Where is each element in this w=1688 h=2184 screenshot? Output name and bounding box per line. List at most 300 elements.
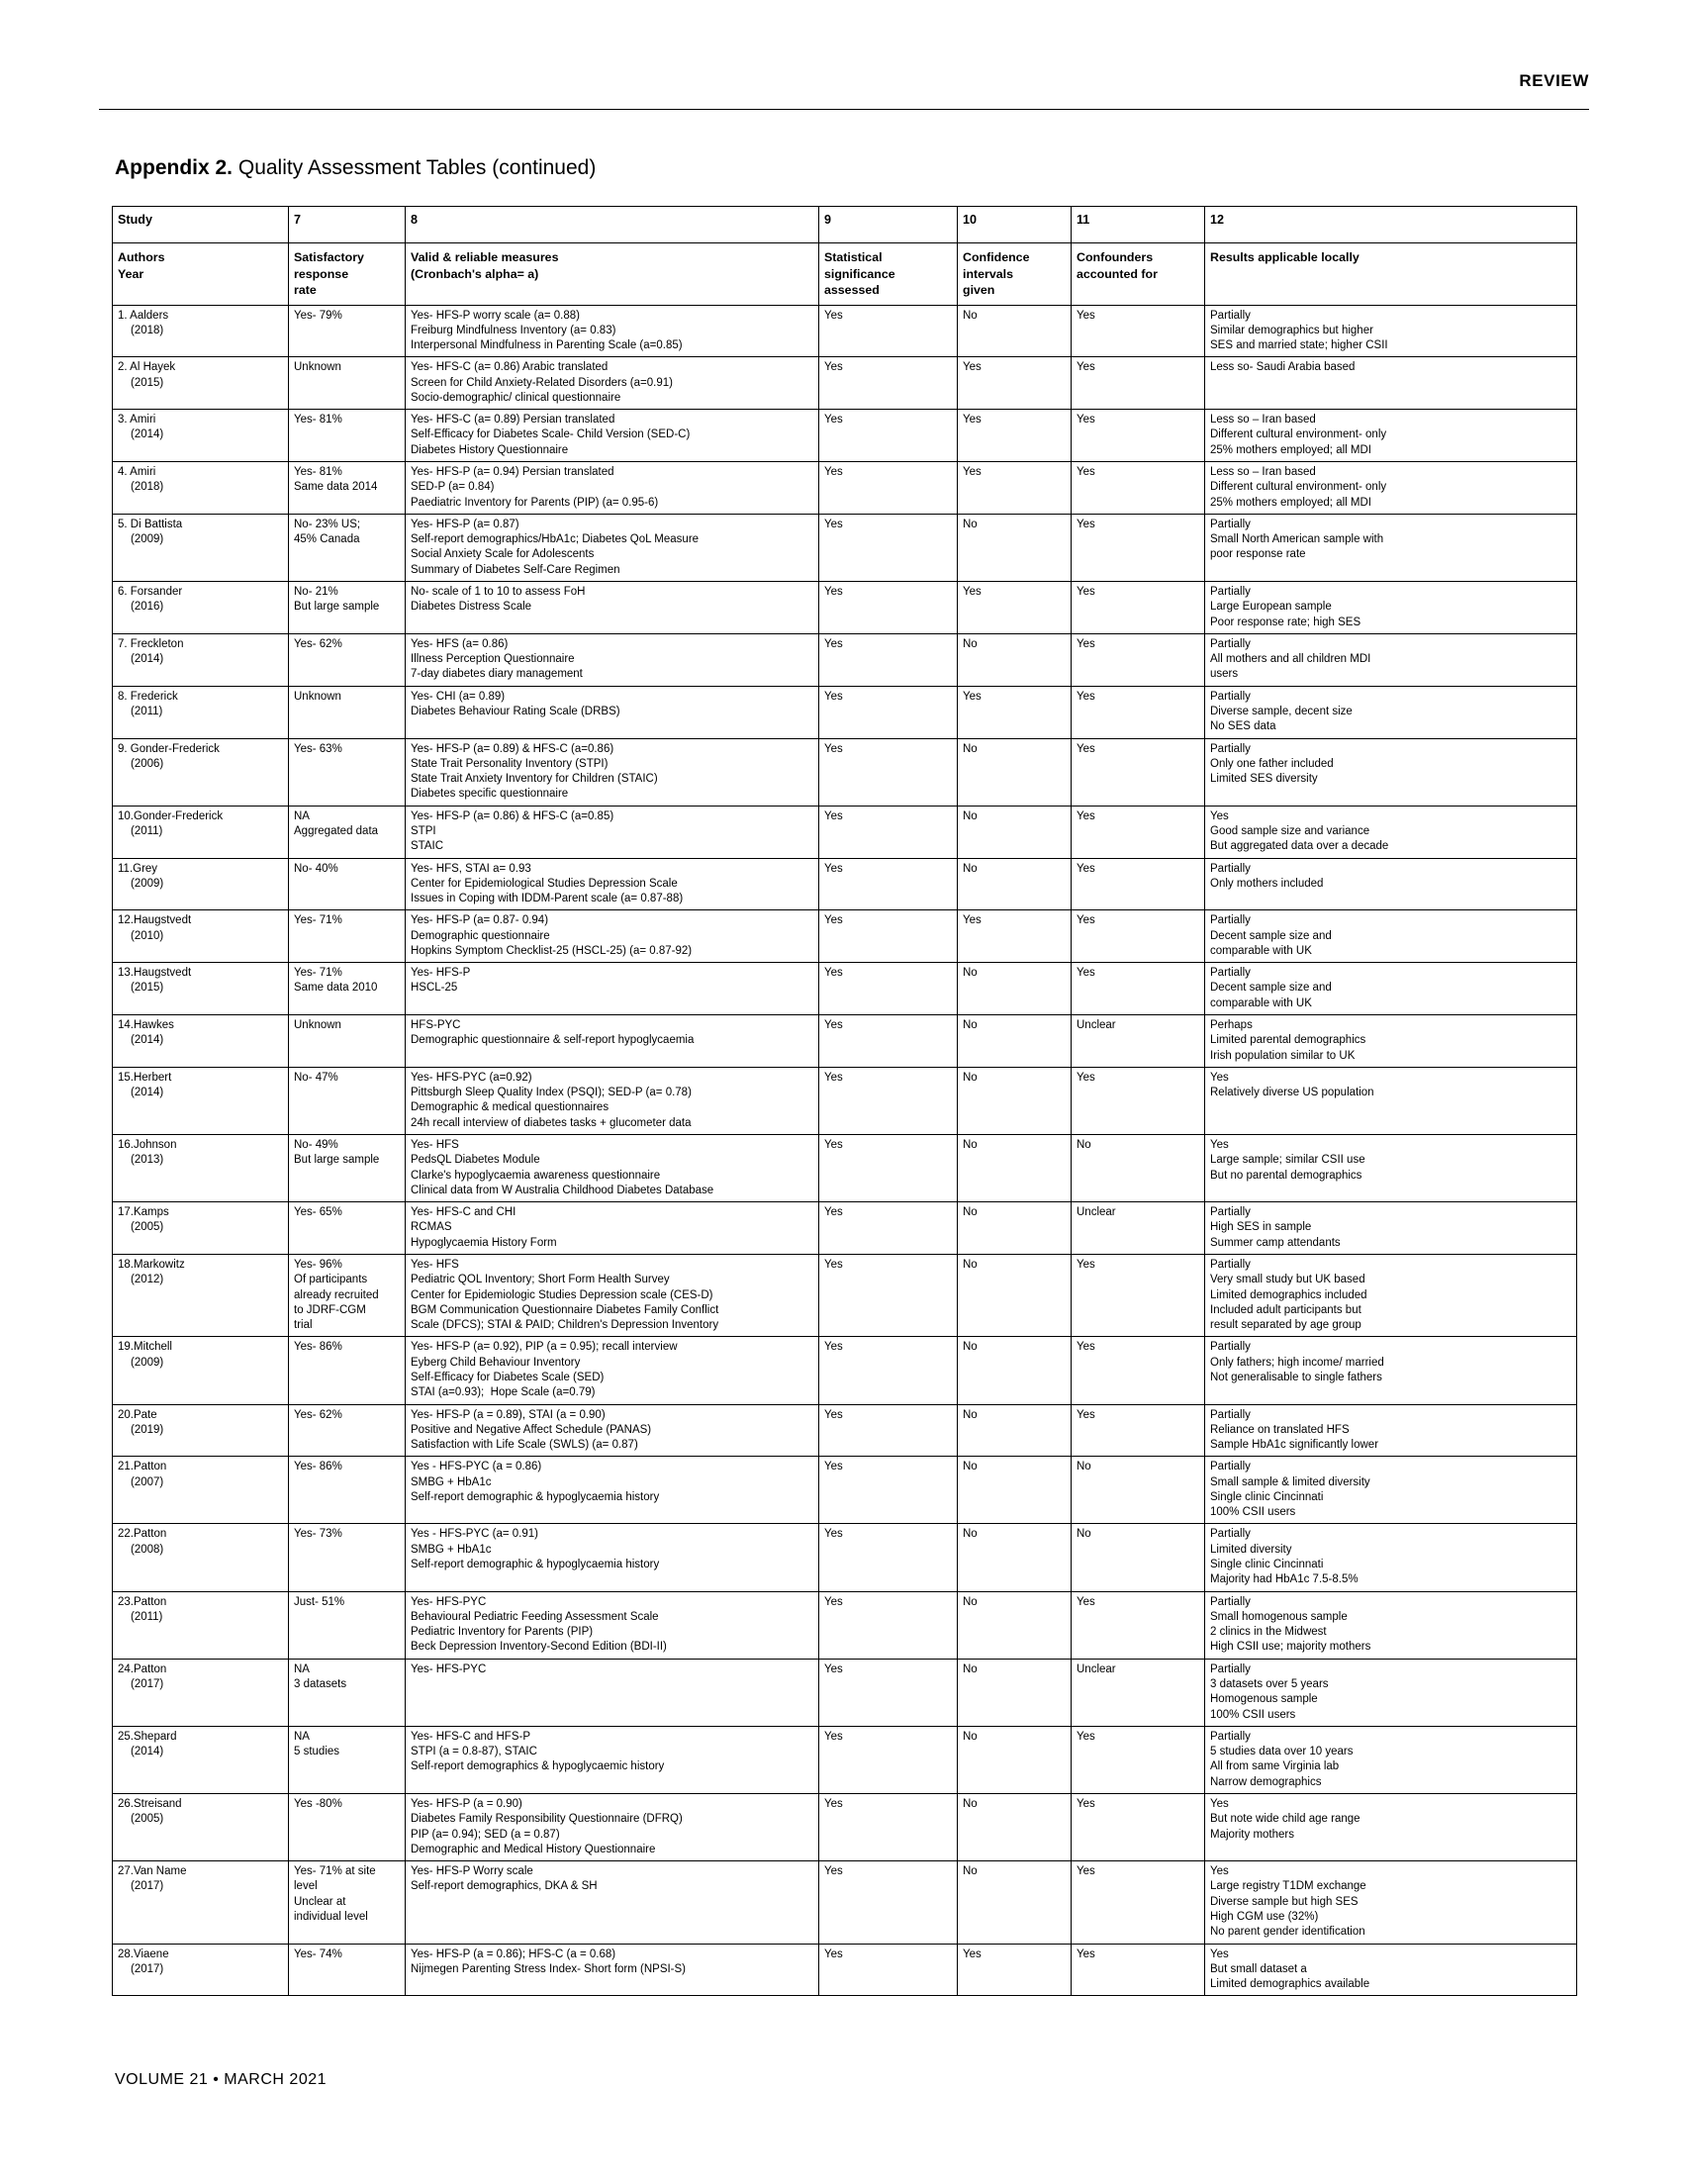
cell-study xyxy=(113,1726,289,1793)
cell-measures xyxy=(406,1015,819,1068)
cell-confidence-intervals xyxy=(958,1591,1072,1659)
cell-line: Yes- 71% xyxy=(294,967,342,980)
cell-line: Homogenous sample xyxy=(1210,1693,1318,1706)
cell-line: Yes- 71% xyxy=(294,914,342,927)
cell-line: Yes xyxy=(1077,1730,1095,1743)
cell-line: Hypoglycaemia History Form xyxy=(411,1236,557,1249)
cell-line: Yes- HFS-P worry scale (a= 0.88) xyxy=(411,309,580,322)
cell-measures xyxy=(406,1202,819,1255)
cell-response xyxy=(289,1015,406,1068)
study-year: (2009) xyxy=(131,533,164,546)
cell-line: Yes xyxy=(1210,1071,1229,1084)
cell-line: Yes xyxy=(824,1071,843,1084)
cell-response xyxy=(289,410,406,462)
cell-line: Unclear xyxy=(1077,1206,1116,1219)
cell-line: PedsQL Diabetes Module xyxy=(411,1154,540,1167)
cell-study xyxy=(113,910,289,963)
cell-statistical-significance xyxy=(819,1524,958,1591)
cell-line: Yes xyxy=(1077,518,1095,530)
cell-line: Large registry T1DM exchange xyxy=(1210,1880,1366,1893)
cell-confidence-intervals xyxy=(958,738,1072,806)
cell-line: Yes- 63% xyxy=(294,742,342,755)
cell-line: No- scale of 1 to 10 to assess FoH xyxy=(411,586,586,598)
cell-line: Yes xyxy=(824,414,843,427)
cell-line: But note wide child age range xyxy=(1210,1813,1360,1826)
study-year: (2006) xyxy=(131,757,164,770)
cell-line: No parent gender identification xyxy=(1210,1926,1365,1939)
cell-line: to JDRF-CGM xyxy=(294,1303,366,1316)
cell-measures xyxy=(406,305,819,357)
cell-line: Yes- HFS-P (a= 0.92), PIP (a = 0.95); recall interview xyxy=(411,1341,678,1354)
cell-confounders xyxy=(1072,1015,1205,1068)
cell-confounders xyxy=(1072,357,1205,410)
study-year: (2018) xyxy=(131,324,164,336)
cell-confidence-intervals xyxy=(958,357,1072,410)
cell-line: Yes xyxy=(824,1206,843,1219)
cell-statistical-significance xyxy=(819,1404,958,1457)
cell-line: rate xyxy=(294,283,317,297)
table-row xyxy=(113,410,1577,462)
cell-line: Partially xyxy=(1210,690,1251,703)
table-row xyxy=(113,1337,1577,1404)
cell-line: Single clinic Cincinnati xyxy=(1210,1559,1324,1571)
study-year: (2011) xyxy=(131,1610,163,1623)
cell-line: SMBG + HbA1c xyxy=(411,1475,492,1488)
cell-line: intervals xyxy=(963,266,1013,281)
header-label-col11 xyxy=(1072,243,1205,306)
cell-measures xyxy=(406,1457,819,1524)
study-year: (2005) xyxy=(131,1221,164,1234)
cell-line: HSCL-25 xyxy=(411,982,458,995)
cell-line: BGM Communication Questionnaire Diabetes Family Conflict xyxy=(411,1303,719,1316)
cell-study xyxy=(113,858,289,910)
cell-line: SES and married state; higher CSII xyxy=(1210,339,1388,352)
cell-line: Summary of Diabetes Self-Care Regimen xyxy=(411,563,620,576)
cell-line: Just- 51% xyxy=(294,1595,345,1608)
cell-line: Yes xyxy=(824,1139,843,1151)
cell-line: Yes -80% xyxy=(294,1797,342,1810)
cell-line: Yes xyxy=(824,1408,843,1421)
cell-line: No xyxy=(963,967,978,980)
cell-line: Pediatric Inventory for Parents (PIP) xyxy=(411,1626,594,1639)
cell-line: Yes xyxy=(1077,1258,1095,1271)
cell-line: Partially xyxy=(1210,586,1251,598)
cell-results-applicable xyxy=(1205,514,1577,581)
cell-line: Yes xyxy=(1077,742,1095,755)
cell-confounders xyxy=(1072,1202,1205,1255)
cell-line: Limited demographics available xyxy=(1210,1978,1370,1991)
cell-line: Same data 2014 xyxy=(294,481,378,494)
cell-results-applicable xyxy=(1205,1659,1577,1726)
cell-line: Center for Epidemiological Studies Depression Scale xyxy=(411,877,678,890)
cell-line: Yes xyxy=(1077,1341,1095,1354)
cell-line: Yes- HFS-PYC xyxy=(411,1595,487,1608)
cell-results-applicable xyxy=(1205,410,1577,462)
cell-line: Yes- 86% xyxy=(294,1461,342,1473)
cell-statistical-significance xyxy=(819,1944,958,1996)
table-row xyxy=(113,738,1577,806)
cell-line: Partially xyxy=(1210,742,1251,755)
table-row xyxy=(113,1015,1577,1068)
cell-response xyxy=(289,686,406,738)
cell-line: Yes- HFS-P (a = 0.89), STAI (a = 0.90) xyxy=(411,1408,606,1421)
cell-statistical-significance xyxy=(819,1457,958,1524)
cell-line: Diabetes Distress Scale xyxy=(411,601,532,614)
study-year: (2014) xyxy=(131,428,164,441)
study-author: 19.Mitchell xyxy=(118,1341,172,1354)
cell-line: Diabetes specific questionnaire xyxy=(411,788,569,801)
cell-line: Yes- HFS-P (a= 0.94) Persian translated xyxy=(411,466,614,479)
cell-line: SED-P (a= 0.84) xyxy=(411,481,495,494)
cell-results-applicable xyxy=(1205,1337,1577,1404)
header-rule xyxy=(99,109,1589,110)
cell-study xyxy=(113,1457,289,1524)
cell-confidence-intervals xyxy=(958,1457,1072,1524)
cell-line: Scale (DFCS); STAI & PAID; Children's Depression Inventory xyxy=(411,1319,719,1332)
cell-line: No xyxy=(963,1139,978,1151)
cell-study xyxy=(113,1404,289,1457)
cell-statistical-significance xyxy=(819,633,958,686)
cell-results-applicable xyxy=(1205,1861,1577,1944)
cell-study xyxy=(113,1659,289,1726)
cell-response xyxy=(289,1202,406,1255)
cell-line: Partially xyxy=(1210,309,1251,322)
cell-confidence-intervals xyxy=(958,1135,1072,1202)
header-label-col8 xyxy=(406,243,819,306)
cell-study xyxy=(113,1015,289,1068)
cell-line: Screen for Child Anxiety-Related Disorders (a=0.91) xyxy=(411,376,673,389)
cell-line: Yes xyxy=(1210,1797,1229,1810)
header-label-col9 xyxy=(819,243,958,306)
cell-line: No xyxy=(1077,1528,1091,1541)
cell-measures xyxy=(406,1254,819,1336)
cell-line: RCMAS xyxy=(411,1221,452,1234)
cell-line: Yes- HFS-P Worry scale xyxy=(411,1865,533,1878)
cell-line: already recruited xyxy=(294,1288,379,1301)
cell-line: No xyxy=(963,1258,978,1271)
cell-line: Yes xyxy=(824,1662,843,1675)
table-row xyxy=(113,910,1577,963)
cell-line: result separated by age group xyxy=(1210,1319,1361,1332)
cell-measures xyxy=(406,1591,819,1659)
study-author: 24.Patton xyxy=(118,1662,167,1675)
cell-line: Yes xyxy=(1210,1139,1229,1151)
cell-line: All from same Virginia lab xyxy=(1210,1760,1340,1773)
cell-line: Yes xyxy=(1077,862,1095,875)
cell-response xyxy=(289,1524,406,1591)
cell-line: Authors xyxy=(118,250,165,264)
cell-confounders xyxy=(1072,806,1205,858)
cell-confounders xyxy=(1072,1404,1205,1457)
header-number-col11: 11 xyxy=(1072,207,1205,243)
cell-study xyxy=(113,1067,289,1134)
cell-line: But no parental demographics xyxy=(1210,1169,1362,1182)
cell-study xyxy=(113,514,289,581)
cell-confidence-intervals xyxy=(958,1861,1072,1944)
cell-line: response xyxy=(294,266,349,281)
cell-line: 5 studies xyxy=(294,1746,340,1758)
cell-line: Yes xyxy=(824,1865,843,1878)
cell-measures xyxy=(406,357,819,410)
cell-line: No xyxy=(963,309,978,322)
cell-measures xyxy=(406,858,819,910)
cell-line: Yes xyxy=(1077,809,1095,822)
cell-statistical-significance xyxy=(819,1254,958,1336)
cell-results-applicable xyxy=(1205,357,1577,410)
cell-results-applicable xyxy=(1205,686,1577,738)
cell-line: level xyxy=(294,1880,318,1893)
cell-line: Unknown xyxy=(294,1019,341,1032)
cell-measures xyxy=(406,686,819,738)
table-row xyxy=(113,1524,1577,1591)
study-year: (2019) xyxy=(131,1423,164,1436)
cell-line: Clinical data from W Australia Childhood Diabetes Database xyxy=(411,1184,714,1196)
study-author: 26.Streisand xyxy=(118,1797,182,1810)
study-author: 28.Viaene xyxy=(118,1947,169,1960)
cell-results-applicable xyxy=(1205,1202,1577,1255)
study-year: (2016) xyxy=(131,601,164,614)
cell-study xyxy=(113,738,289,806)
cell-line: Yes xyxy=(1077,1408,1095,1421)
cell-response xyxy=(289,910,406,963)
cell-line: Small sample & limited diversity xyxy=(1210,1475,1370,1488)
cell-line: Only fathers; high income/ married xyxy=(1210,1356,1384,1369)
cell-confounders xyxy=(1072,1067,1205,1134)
study-author: 4. Amiri xyxy=(118,466,156,479)
cell-study xyxy=(113,1861,289,1944)
cell-line: Yes- CHI (a= 0.89) xyxy=(411,690,506,703)
study-year: (2017) xyxy=(131,1880,164,1893)
study-author: 11.Grey xyxy=(118,862,158,875)
cell-line: (Cronbach's alpha= a) xyxy=(411,266,539,281)
cell-line: Yes xyxy=(1077,414,1095,427)
cell-line: Yes xyxy=(824,466,843,479)
cell-results-applicable xyxy=(1205,462,1577,515)
table-row xyxy=(113,1726,1577,1793)
cell-line: Yes xyxy=(824,914,843,927)
cell-response xyxy=(289,1404,406,1457)
cell-line: Socio-demographic/ clinical questionnaire xyxy=(411,391,621,404)
cell-line: Reliance on translated HFS xyxy=(1210,1423,1350,1436)
table-row xyxy=(113,1944,1577,1996)
cell-statistical-significance xyxy=(819,410,958,462)
cell-line: assessed xyxy=(824,283,880,297)
header-number-col9: 9 xyxy=(819,207,958,243)
cell-line: Single clinic Cincinnati xyxy=(1210,1490,1324,1503)
cell-line: Confidence xyxy=(963,250,1030,264)
cell-line: Limited diversity xyxy=(1210,1543,1292,1556)
cell-line: 25% mothers employed; all MDI xyxy=(1210,496,1371,509)
cell-line: Yes- 74% xyxy=(294,1947,342,1960)
cell-measures xyxy=(406,1944,819,1996)
cell-line: No xyxy=(963,1341,978,1354)
cell-line: Yes- 96% xyxy=(294,1258,342,1271)
quality-assessment-table xyxy=(112,206,1577,1996)
cell-confounders xyxy=(1072,963,1205,1015)
cell-response xyxy=(289,1793,406,1860)
table-row xyxy=(113,963,1577,1015)
cell-line: Yes xyxy=(963,690,982,703)
cell-line: Year xyxy=(118,266,144,281)
cell-confidence-intervals xyxy=(958,633,1072,686)
cell-line: Unknown xyxy=(294,361,341,374)
cell-line: Yes- HFS-C and HFS-P xyxy=(411,1730,530,1743)
cell-line: Statistical xyxy=(824,250,883,264)
study-author: 10.Gonder-Frederick xyxy=(118,809,224,822)
cell-response xyxy=(289,1457,406,1524)
cell-line: Only one father included xyxy=(1210,757,1334,770)
cell-line: Yes xyxy=(824,1528,843,1541)
cell-results-applicable xyxy=(1205,910,1577,963)
cell-confounders xyxy=(1072,582,1205,634)
cell-statistical-significance xyxy=(819,357,958,410)
cell-line: Aggregated data xyxy=(294,824,379,837)
cell-measures xyxy=(406,963,819,1015)
cell-line: High CSII use; majority mothers xyxy=(1210,1641,1371,1654)
cell-line: Demographic and Medical History Questionnaire xyxy=(411,1843,656,1855)
cell-line: Yes xyxy=(963,361,982,374)
study-year: (2014) xyxy=(131,653,164,666)
cell-line: No xyxy=(963,1865,978,1878)
cell-line: No- 23% US; xyxy=(294,518,361,530)
cell-line: Diverse sample, decent size xyxy=(1210,705,1353,717)
cell-confidence-intervals xyxy=(958,910,1072,963)
cell-line: 24h recall interview of diabetes tasks + glucometer data xyxy=(411,1116,692,1129)
cell-results-applicable xyxy=(1205,1067,1577,1134)
cell-statistical-significance xyxy=(819,858,958,910)
header-label-col10 xyxy=(958,243,1072,306)
cell-line: But large sample xyxy=(294,1154,380,1167)
cell-statistical-significance xyxy=(819,1067,958,1134)
cell-response xyxy=(289,963,406,1015)
cell-study xyxy=(113,410,289,462)
cell-line: STPI xyxy=(411,824,436,837)
table-header-number-row xyxy=(113,207,1577,243)
study-author: 1. Aalders xyxy=(118,309,169,322)
cell-line: No xyxy=(963,742,978,755)
cell-line: Decent sample size and xyxy=(1210,982,1332,995)
study-author: 25.Shepard xyxy=(118,1730,177,1743)
cell-line: Yes xyxy=(1077,586,1095,598)
cell-line: Yes xyxy=(1077,637,1095,650)
cell-line: No xyxy=(963,1206,978,1219)
appendix-caption: Quality Assessment Tables (continued) xyxy=(233,156,597,179)
cell-line: Yes- HFS-P (a= 0.87) xyxy=(411,518,519,530)
header-label-study xyxy=(113,243,289,306)
cell-line: No xyxy=(963,1730,978,1743)
cell-line: Yes xyxy=(824,690,843,703)
cell-line: No xyxy=(1077,1139,1091,1151)
cell-line: Yes - HFS-PYC (a= 0.91) xyxy=(411,1528,538,1541)
cell-confounders xyxy=(1072,1457,1205,1524)
cell-line: Yes xyxy=(824,309,843,322)
cell-line: STAIC xyxy=(411,840,444,853)
cell-line: State Trait Personality Inventory (STPI) xyxy=(411,757,609,770)
cell-confounders xyxy=(1072,1726,1205,1793)
cell-statistical-significance xyxy=(819,1861,958,1944)
cell-line: Self-report demographics, DKA & SH xyxy=(411,1880,598,1893)
cell-study xyxy=(113,1254,289,1336)
header-number-study: Study xyxy=(113,207,289,243)
cell-line: Diverse sample but high SES xyxy=(1210,1895,1359,1908)
study-year: (2012) xyxy=(131,1274,164,1286)
study-year: (2017) xyxy=(131,1962,164,1975)
cell-line: Yes xyxy=(824,361,843,374)
cell-measures xyxy=(406,1793,819,1860)
cell-line: Small North American sample with xyxy=(1210,533,1384,546)
cell-line: Irish population similar to UK xyxy=(1210,1049,1356,1062)
cell-results-applicable xyxy=(1205,1015,1577,1068)
study-author: 5. Di Battista xyxy=(118,518,183,530)
cell-results-applicable xyxy=(1205,1944,1577,1996)
study-author: 18.Markowitz xyxy=(118,1258,185,1271)
study-author: 2. Al Hayek xyxy=(118,361,176,374)
cell-line: Self-report demographic & hypoglycaemia history xyxy=(411,1490,660,1503)
study-author: 22.Patton xyxy=(118,1528,167,1541)
cell-confidence-intervals xyxy=(958,1659,1072,1726)
cell-confounders xyxy=(1072,514,1205,581)
cell-results-applicable xyxy=(1205,305,1577,357)
cell-study xyxy=(113,686,289,738)
cell-line: Yes xyxy=(963,414,982,427)
cell-statistical-significance xyxy=(819,910,958,963)
study-year: (2007) xyxy=(131,1475,164,1488)
cell-confounders xyxy=(1072,462,1205,515)
cell-confidence-intervals xyxy=(958,1944,1072,1996)
cell-line: Yes xyxy=(963,914,982,927)
cell-line: NA xyxy=(294,1730,310,1743)
cell-line: poor response rate xyxy=(1210,548,1306,561)
cell-line: No xyxy=(963,1071,978,1084)
cell-confounders xyxy=(1072,1659,1205,1726)
cell-response xyxy=(289,1337,406,1404)
cell-line: Diabetes Family Responsibility Questionnaire (DFRQ) xyxy=(411,1813,683,1826)
cell-confounders xyxy=(1072,1793,1205,1860)
cell-line: No- 21% xyxy=(294,586,338,598)
table-row xyxy=(113,1793,1577,1860)
cell-line: users xyxy=(1210,668,1239,681)
cell-measures xyxy=(406,910,819,963)
cell-line: Decent sample size and xyxy=(1210,929,1332,942)
cell-line: Narrow demographics xyxy=(1210,1775,1322,1788)
cell-line: Unclear xyxy=(1077,1662,1116,1675)
cell-line: 2 clinics in the Midwest xyxy=(1210,1626,1327,1639)
cell-line: No xyxy=(963,809,978,822)
cell-line: NA xyxy=(294,809,310,822)
cell-statistical-significance xyxy=(819,686,958,738)
cell-line: High SES in sample xyxy=(1210,1221,1312,1234)
cell-statistical-significance xyxy=(819,1793,958,1860)
study-author: 13.Haugstvedt xyxy=(118,967,192,980)
cell-line: Limited SES diversity xyxy=(1210,773,1318,786)
cell-study xyxy=(113,963,289,1015)
header-number-col12: 12 xyxy=(1205,207,1577,243)
cell-confidence-intervals xyxy=(958,963,1072,1015)
cell-line: Summer camp attendants xyxy=(1210,1236,1341,1249)
cell-line: Satisfactory xyxy=(294,250,364,264)
table-row xyxy=(113,1067,1577,1134)
table-row xyxy=(113,305,1577,357)
table-row xyxy=(113,1861,1577,1944)
cell-confidence-intervals xyxy=(958,806,1072,858)
cell-line: STAI (a=0.93); Hope Scale (a=0.79) xyxy=(411,1386,596,1399)
cell-line: 3 datasets xyxy=(294,1678,347,1690)
cell-line: Partially xyxy=(1210,637,1251,650)
cell-line: Partially xyxy=(1210,1206,1251,1219)
cell-measures xyxy=(406,514,819,581)
cell-line: Majority had HbA1c 7.5-8.5% xyxy=(1210,1573,1359,1586)
cell-line: Yes- 81% xyxy=(294,414,342,427)
